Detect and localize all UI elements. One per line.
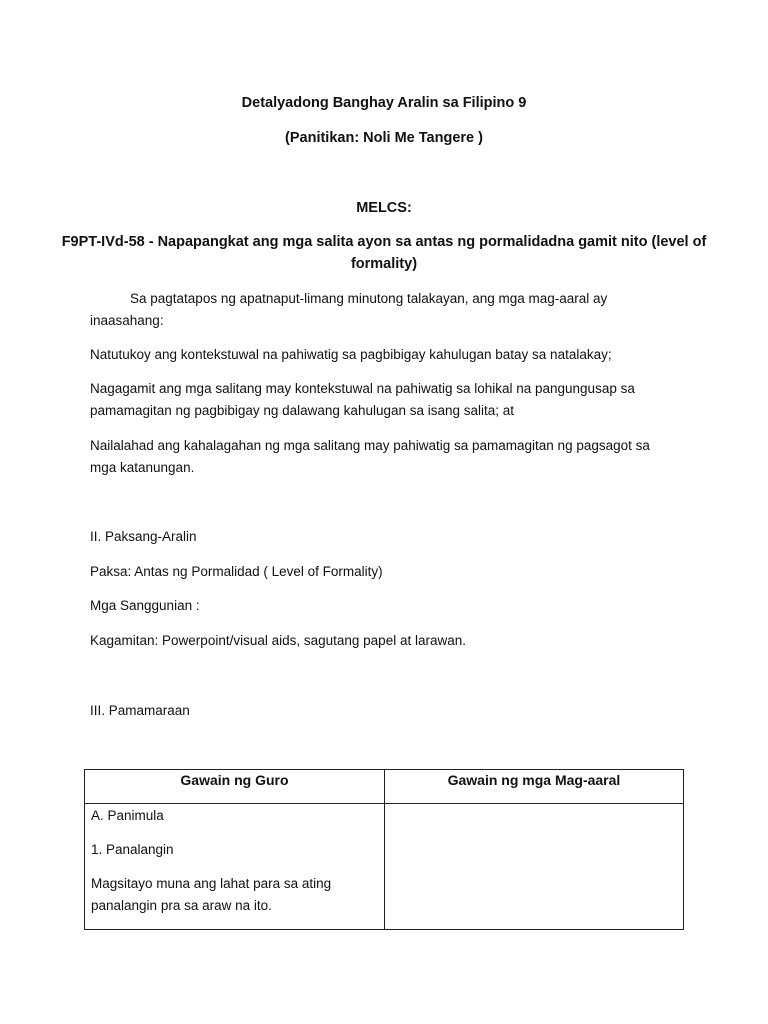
panimula-label: A. Panimula	[91, 808, 164, 823]
activities-table	[84, 769, 684, 930]
table-row	[85, 804, 684, 930]
kagamitan-line: Kagamitan: Powerpoint/visual aids, sagutang papel at larawan.	[90, 633, 466, 648]
panalangin-label: 1. Panalangin	[91, 842, 174, 857]
header-teacher: Gawain ng Guro	[85, 770, 385, 804]
document-title: Detalyadong Banghay Aralin sa Filipino 9	[241, 95, 527, 111]
objective-3: Nailalahad ang kahalagahan ng mga salitang may pahiwatig sa pamamagitan ng pagsagot sa mga katanungan.	[90, 438, 650, 475]
melcs-code-line-2: formality)	[350, 256, 418, 272]
teacher-cell	[85, 804, 385, 930]
melcs-heading: MELCS:	[356, 200, 412, 216]
objective-2: Nagagamit ang mga salitang may kontekstuwal na pahiwatig sa lohikal na pangungusap sa pamamagitan ng pagbibigay ng dalawang kahulugan sa isang salita; at	[90, 381, 635, 418]
student-cell	[384, 804, 683, 930]
table-header-row	[85, 770, 684, 804]
paksa-line: Paksa: Antas ng Pormalidad ( Level of Formality)	[90, 564, 383, 579]
intro-paragraph: Sa pagtatapos ng apatnaput-limang minutong talakayan, ang mga mag-aaral ay inaasahang:	[90, 291, 608, 328]
panalangin-instruction: Magsitayo muna ang lahat para sa ating panalangin pra sa araw na ito.	[91, 876, 332, 913]
document-subtitle: (Panitikan: Noli Me Tangere )	[285, 130, 483, 146]
melcs-code-line-1: F9PT-IVd-58 - Napapangkat ang mga salita ayon sa antas ng pormalidadna gamit nito (level of	[61, 234, 707, 250]
header-students: Gawain ng mga Mag-aaral	[384, 770, 683, 804]
section-2-heading: II. Paksang-Aralin	[90, 529, 197, 544]
sanggunian-line: Mga Sanggunian :	[90, 598, 200, 613]
section-3-heading: III. Pamamaraan	[90, 703, 190, 718]
objective-1: Natutukoy ang kontekstuwal na pahiwatig sa pagbibigay kahulugan batay sa natalakay;	[90, 347, 612, 362]
